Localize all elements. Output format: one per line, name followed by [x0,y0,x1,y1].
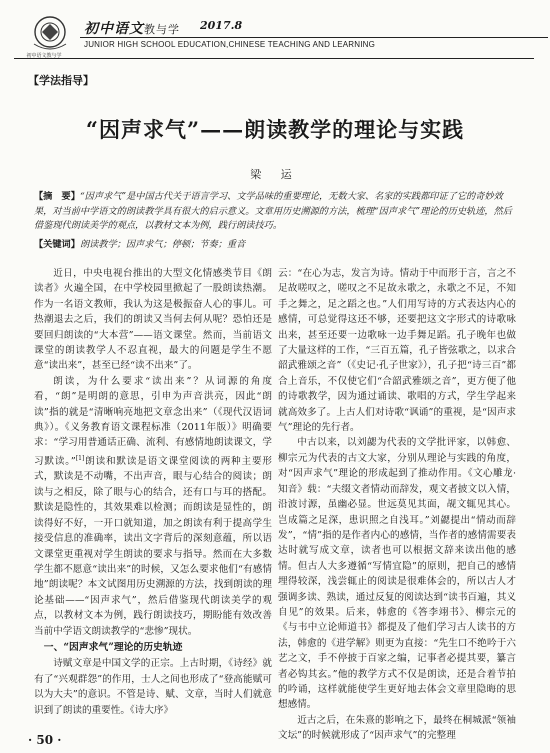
body-paragraph: 近古之后，在朱熹的影响之下，最终在桐城派“领袖文坛”的时候就形成了“因声求气”的完整理 [278,714,516,742]
abstract-paragraph [34,190,520,234]
article-author: 梁 运 [250,168,300,181]
keywords-paragraph [34,238,520,253]
brand-sub: 教与学 [144,23,180,36]
body-paragraph: 中古以来，以刘勰为代表的文学批评家，以韩愈、柳宗元为代表的古文大家，分别从理论与实践的角度，对“因声求气”理论的形成起到了推动作用。《文心雕龙·知音》载：“夫缀文者情动而辞发，观文者披文以入情，沿波讨源，虽幽必显。世远莫见其面，觇文辄见其心。岂成篇之足深，患识照之自浅耳。”刘勰提出“情动而辞发”，“情”指的是作者内心的感情，当作者的感情需要表达时就写成文章，读者也可以根据文辞来读出他的感情。但古人大多遵循“写情宜隐”的原则，把自己的感情埋得较深，浅尝辄止的阅读是很难体会的，所以古人才强调多读、熟读，通过反复的阅读达到“读书百遍，其义自见”的效果。后来，韩愈的《答李翊书》、柳宗元的《与韦中立论师道书》都提及了他们学习古人读书的方法，韩愈的《进学解》则更为直接：“先生口不绝吟于六艺之文，手不停披于百家之编，记事者必提其要，纂言者必钩其玄。”他的教学方式不仅是朗读，还是合着节拍的吟诵，这样就能使学生更好地去体会文章里隐晦的思想感情。 [278,437,516,711]
abstract-text: “因声求气”是中国古代关于语言学习、文学品味的重要理论，无数大家、名家的实践都印证了它的奇妙效果，对当前中学语文的朗读教学具有很大的启示意义。文章用历史溯源的方法，梳理“因声求气”理论的历史轨迹，然后借鉴现代朗读美学的观点，以教材文本为例，践行朗读技巧。 [34,191,512,232]
body-column-right [278,266,516,744]
page-number: · 50 · [28,733,62,747]
body-paragraph: 近日，中央电视台推出的大型文化情感类节目《朗读者》火遍全国，在中学校园里掀起了一股朗读热潮。作为一名语文教师，我认为这是极振奋人心的事儿。可热潮退去之后，我们的朗读又当何去何从呢？恐怕还是要回归朗读的“大本营”——语文课堂。然而，当前语文课堂的朗读教学人不忍直视，最大的问题是学生不愿意“读出来”，甚至已经“读不出来”了。 [34,268,272,372]
keywords-label: 【关键词】 [34,238,80,250]
body-column-left [34,266,272,718]
journal-english-name: JUNIOR HIGH SCHOOL EDUCATION,CHINESE TEACHING AND LEARNING [84,40,376,49]
header-rule-bottom [14,58,534,59]
body-text: 朗读和默读是语文课堂阅读的两种主要形式，默读是不动嘴，不出声音，眼与心结合的阅读；朗读与之相反，除了眼与心的结合，还有口与耳的搭配。默读是隐性的，其效果难以检测；而朗读是显性的，朗读得好不好，一开口就知道，加之朗读有利于提高学生接受信息的准确率，读出文字背后的深刻意蕴，所以语文课堂更重视对学生朗读的要求与指导。然而在大多数学生都不愿意“读出来”的时候，又怎么要求他们“有感情地”朗读呢？本文试图用历史溯源的方法，找到朗读的理论基础——“因声求气”，然后借鉴现代朗读美学的观点，以教材文本为例，践行朗读技巧，期盼能有效改善当前中学语文朗读教学的“悲惨”现状。 [34,456,272,637]
journal-brand [84,18,180,38]
logo-caption: 初中语文教与学 [26,53,62,59]
body-paragraph: 诗赋文章是中国文学的正宗。上古时期，《诗经》就有了“兴观群怨”的作用，士人之间也形成了“登高能赋可以为大夫”的意识。不管是诗、赋、文章，当时人们就意识到了朗读的重要性。《诗大序》 [34,658,272,716]
header-rule-top [80,37,548,38]
section-heading: 一、“因声求气”理论的历史轨迹 [43,641,183,653]
abstract-label: 【摘 要】 [34,191,80,202]
citation-mark: [1] [75,454,85,462]
abstract-block [34,190,520,252]
brand-main: 初中语文 [84,21,144,37]
body-text: 朗读，为什么要求“读出来”？从词源的角度看，“朗”是明朗的意思，引申为声音洪亮，因此“朗读”指的就是“清晰响亮地把文章念出来”（《现代汉语词典》）。《义务教育语文课程标准（2011年版）》明确要求：“学习用普通话正确、流利、有感情地朗读课文，学习默读。” [34,375,272,468]
article-title: “因声求气”——朗读教学的理论与实践 [85,117,465,142]
keywords-text: 朗读教学；因声求气；停顿；节奏；重音 [79,238,246,250]
issue-number: 2017.8 [200,19,243,32]
body-paragraph: 云：“在心为志，发言为诗。情动于中而形于言，言之不足故嗟叹之，嗟叹之不足故永歌之，永歌之不足，不知手之舞之，足之蹈之也。”人们用写诗的方式表达内心的感情，可总觉得这还不够，还要把这文字形式的诗歌咏出来，甚至还要一边歌咏一边手舞足蹈。孔子晚年也做了大量这样的工作，“三百五篇，孔子皆弦歌之，以求合韶武雅颂之音”（《史记·孔子世家》），孔子把“诗三百”都合上音乐，不仅使它们“合韶武雅颂之音”，更方便了他的诗歌教学，因为通过诵读、歌唱的方式，学生学起来就高效多了。上古人们对诗歌“讽诵”的重视，是“因声求气”理论的先行者。 [278,268,516,434]
column-tag: 【学法指导】 [28,74,94,87]
body-paragraph [34,374,272,639]
